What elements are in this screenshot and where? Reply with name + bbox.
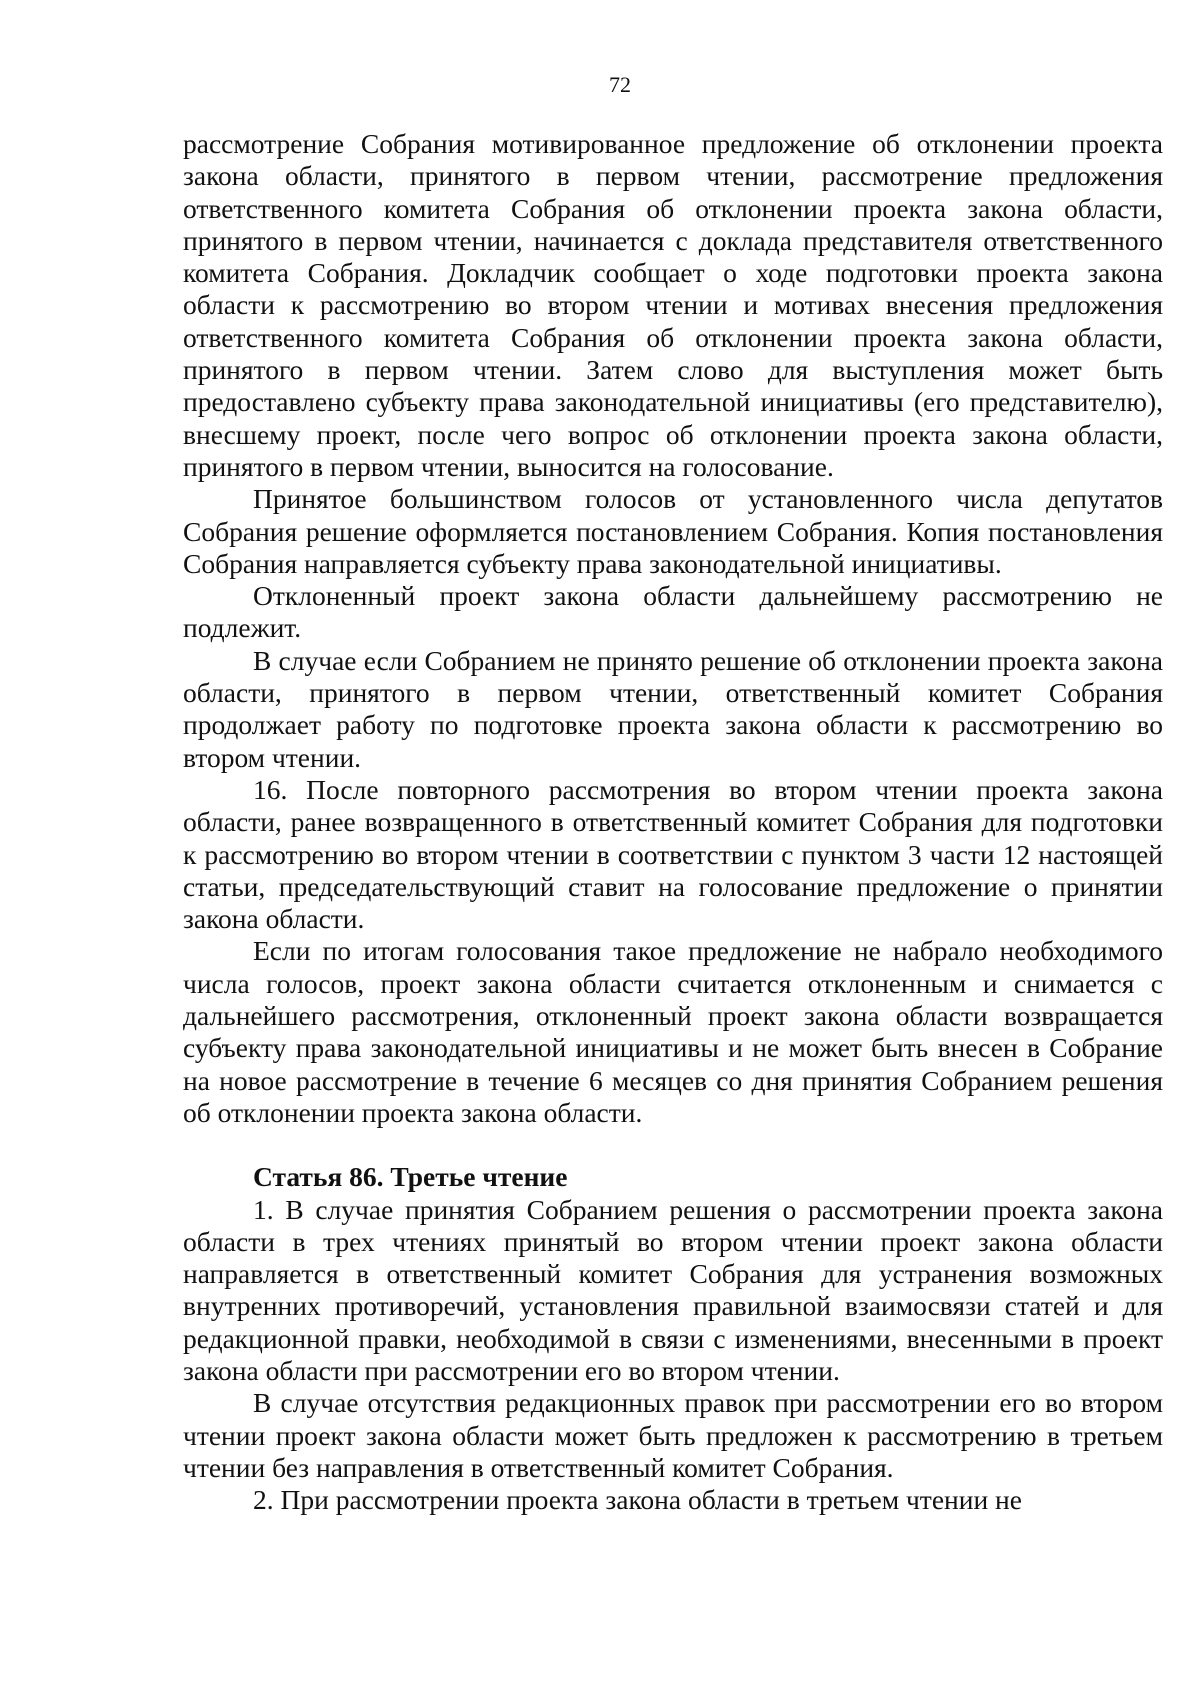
paragraph-continued: рассмотрение Собрания мотивированное предложение об отклонении проекта закона области, принятого в первом чтении, рассмотрение предложения ответственного комитета Собрания об отклонении проекта закона области, принятого в первом чтении, начинается с доклада представителя ответственного комитета Собрания. Докладчик сообщает о ходе подготовки проекта закона области к рассмотрению во втором чтении и мотивах внесения предложения ответственного комитета Собрания об отклонении проекта закона области, принятого в первом чтении. Затем слово для выступления может быть предоставлено субъекту права законодательной инициативы (его представителю), внесшему проект, после чего вопрос об отклонении проекта закона области, принятого в первом чтении, выносится на голосование. xyxy=(183,128,1163,482)
paragraph: Отклоненный проект закона области дальнейшему рассмотрению не подлежит. xyxy=(183,580,1163,644)
page-number: 72 xyxy=(609,72,631,97)
paragraph: В случае если Собранием не принято решение об отклонении проекта закона области, принятого в первом чтении, ответственный комитет Собрания продолжает работу по подготовке проекта закона области к рассмотрению во втором чтении. xyxy=(183,644,1163,773)
paragraph: В случае отсутствия редакционных правок при рассмотрении его во втором чтении проект закона области может быть предложен к рассмотрению в третьем чтении без направления в ответственный комитет Собрания. xyxy=(183,1387,1163,1483)
document-body xyxy=(183,128,1163,1516)
paragraph-item-2: 2. При рассмотрении проекта закона области в третьем чтении не xyxy=(253,1484,1022,1516)
paragraph: Если по итогам голосования такое предложение не набрало необходимого числа голосов, проект закона области считается отклоненным и снимается с дальнейшего рассмотрения, отклоненный проект закона области возвращается субъекту права законодательной инициативы и не может быть внесен в Собрание на новое рассмотрение в течение 6 месяцев со дня принятия Собранием решения об отклонении проекта закона области. xyxy=(183,935,1163,1128)
paragraph: Принятое большинством голосов от установленного числа депутатов Собрания решение оформляется постановлением Собрания. Копия постановления Собрания направляется субъекту права законодательной инициативы. xyxy=(183,483,1163,579)
article-heading: Статья 86. Третье чтение xyxy=(253,1161,568,1193)
paragraph-item-1: 1. В случае принятия Собранием решения о рассмотрении проекта закона области в трех чтениях принятый во втором чтении проект закона области направляется в ответственный комитет Собрания для устранения возможных внутренних противоречий, установления правильной взаимосвязи статей и для редакционной правки, необходимой в связи с изменениями, внесенными в проект закона области при рассмотрении его во втором чтении. xyxy=(183,1193,1163,1386)
paragraph-item-16: 16. После повторного рассмотрения во втором чтении проекта закона области, ранее возвращенного в ответственный комитет Собрания для подготовки к рассмотрению во втором чтении в соответствии с пунктом 3 части 12 настоящей статьи, председательствующий ставит на голосование предложение о принятии закона области. xyxy=(183,773,1163,935)
